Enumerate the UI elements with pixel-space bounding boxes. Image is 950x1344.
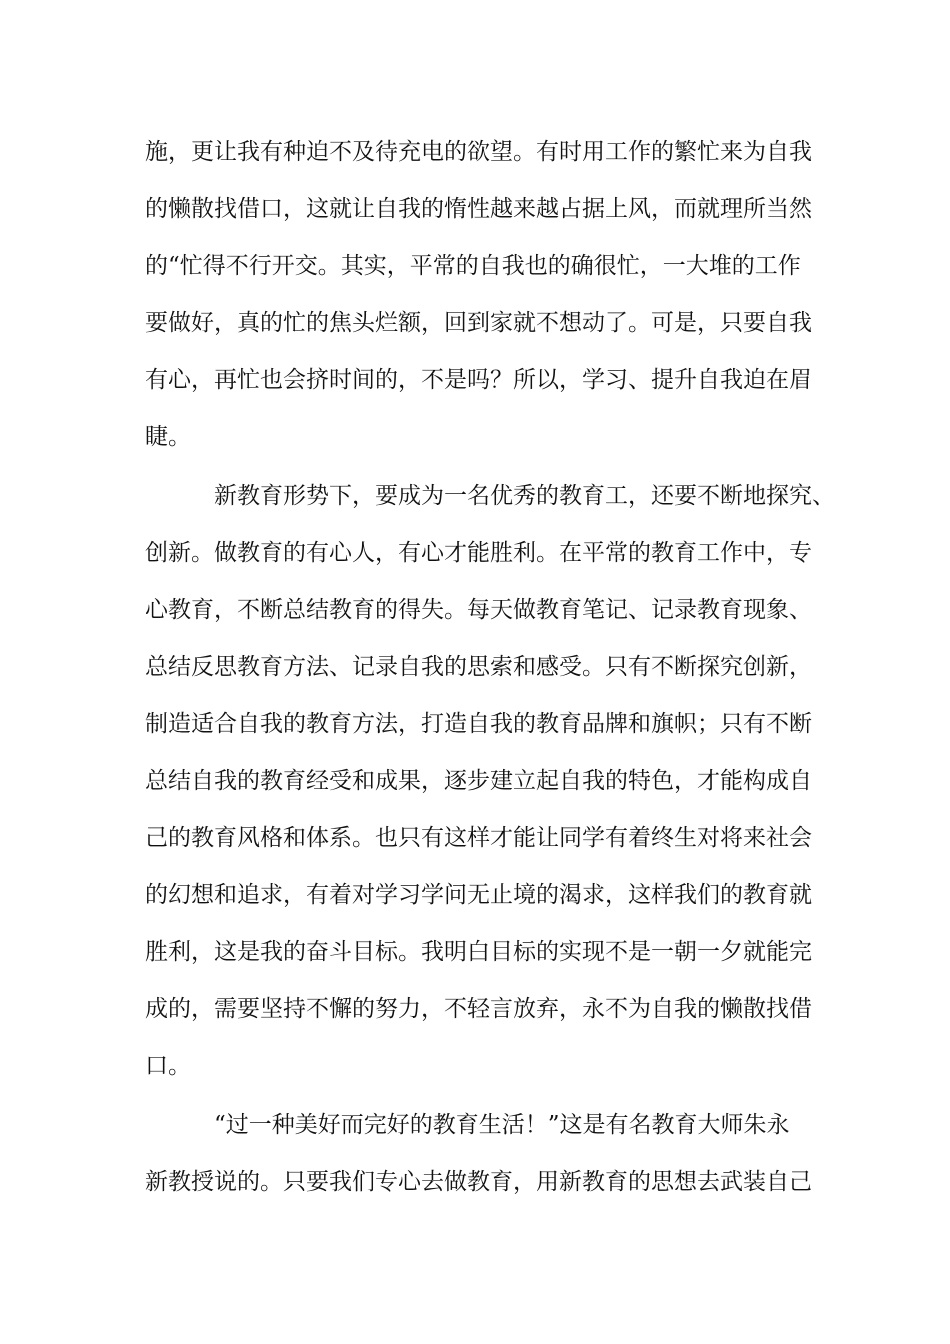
paragraph-2-line-5: 制造适合自我的教育方法，打造自我的教育品牌和旗帜；只有不断 — [145, 711, 812, 737]
paragraph-2-line-2: 创新。做教育的有心人，有心才能胜利。在平常的教育工作中，专 — [145, 540, 812, 566]
paragraph-2-line-8: 的幻想和追求，有着对学习学问无止境的渴求，这样我们的教育就 — [145, 882, 812, 908]
paragraph-2-line-7: 己的教育风格和体系。也只有这样才能让同学有着终生对将来社会 — [145, 825, 812, 851]
paragraph-3-line-1: “过一种美好而完好的教育生活！”这是有名教育大师朱永 — [214, 1112, 790, 1138]
paragraph-2-line-9: 胜利，这是我的奋斗目标。我明白目标的实现不是一朝一夕就能完 — [145, 939, 812, 965]
paragraph-1-line-6: 睫。 — [145, 424, 191, 450]
paragraph-1-line-1: 施，更让我有种迫不及待充电的欲望。有时用工作的繁忙来为自我 — [145, 139, 812, 165]
paragraph-2-line-3: 心教育，不断总结教育的得失。每天做教育笔记、记录教育现象、 — [145, 597, 812, 623]
paragraph-3-line-2: 新教授说的。只要我们专心去做教育，用新教育的思想去武装自己 — [145, 1169, 812, 1195]
paragraph-2-line-6: 总结自我的教育经受和成果，逐步建立起自我的特色，才能构成自 — [145, 768, 812, 794]
paragraph-1-line-4: 要做好，真的忙的焦头烂额，回到家就不想动了。可是，只要自我 — [145, 310, 812, 336]
paragraph-1-line-5: 有心，再忙也会挤时间的，不是吗？所以，学习、提升自我迫在眉 — [145, 367, 812, 393]
paragraph-1-line-3: 的“忙得不行开交。其实，平常的自我也的确很忙，一大堆的工作 — [145, 253, 801, 279]
paragraph-2-line-4: 总结反思教育方法、记录自我的思索和感受。只有不断探究创新， — [145, 654, 812, 680]
paragraph-1-line-2: 的懒散找借口，这就让自我的惰性越来越占据上风，而就理所当然 — [145, 196, 812, 222]
paragraph-2-line-11: 口。 — [145, 1053, 191, 1079]
paragraph-2-line-1: 新教育形势下，要成为一名优秀的教育工，还要不断地探究、 — [214, 483, 835, 509]
paragraph-2-line-10: 成的，需要坚持不懈的努力，不轻言放弃，永不为自我的懒散找借 — [145, 996, 812, 1022]
